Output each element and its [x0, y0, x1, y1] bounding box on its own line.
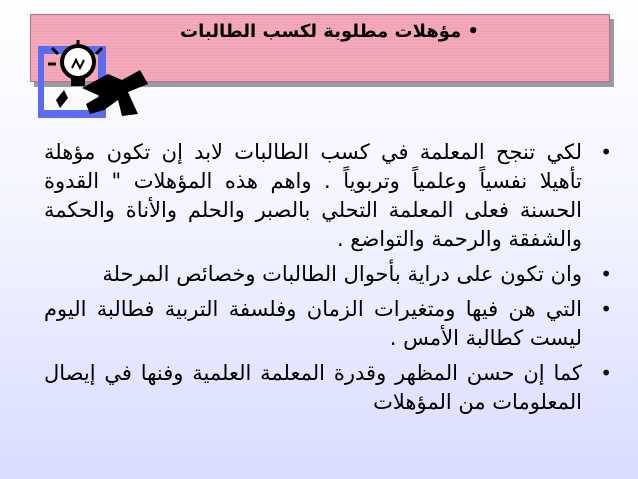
bullet-item: • وان تكون على دراية بأحوال الطالبات وخصائص المرحلة	[44, 260, 622, 289]
bullet-item: • التي هن فيها ومتغيرات الزمان وفلسفة التربية فطالبة اليوم ليست كطالبة الأمس .	[44, 295, 622, 353]
bullet-item: • لكي تنجح المعلمة في كسب الطالبات لابد إن تكون مؤهلة تأهيلا نفسياً وعلمياً وتربوياً . واهم هذه المؤهلات " القدوة الحسنة فعلى المعلمة التحلي بالصبر والحلم والأناة والحكمة والشفقة والرحمة والتواضع .	[44, 138, 622, 254]
lightbulb-idea-icon	[38, 40, 150, 118]
bullet-list	[44, 138, 622, 423]
bullet-item: • كما إن حسن المظهر وقدرة المعلمة العلمية وفنها في إيصال المعلومات من المؤهلات	[44, 359, 622, 417]
slide-title: • مؤهلات مطلوبة لكسب الطالبات	[180, 21, 479, 42]
